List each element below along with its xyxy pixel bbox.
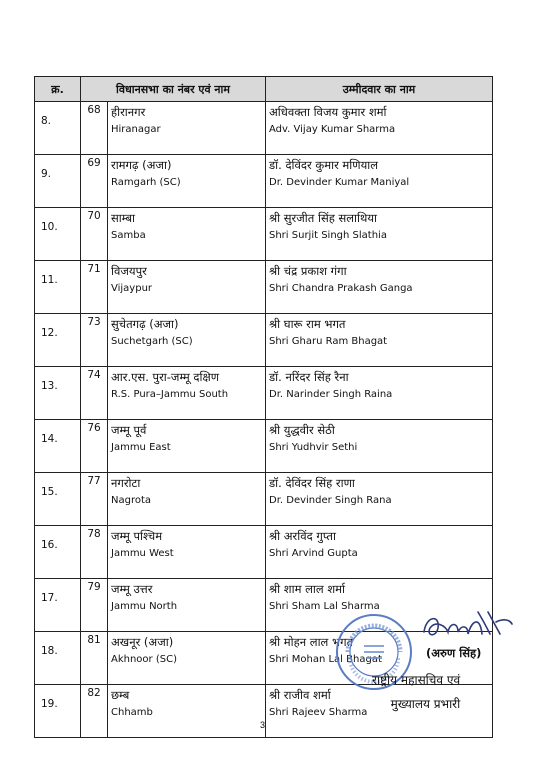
constituency-name-hindi: सुचेतगढ़ (अजा) xyxy=(111,317,179,331)
constituency-cell xyxy=(108,685,266,738)
candidate-name-hindi: श्री अरविंद गुप्ता xyxy=(269,529,336,543)
serial-number: 9. xyxy=(35,155,81,208)
candidate-name-english: Shri Sham Lal Sharma xyxy=(269,601,380,612)
constituency-name-english: Jammu East xyxy=(111,442,171,453)
constituency-number: 74 xyxy=(81,367,108,420)
constituency-cell xyxy=(108,155,266,208)
header-constituency: विधानसभा का नंबर एवं नाम xyxy=(81,77,266,102)
table-row xyxy=(35,420,493,473)
constituency-name-english: Jammu West xyxy=(111,548,174,559)
candidate-name-hindi: श्री राजीव शर्मा xyxy=(269,688,331,702)
candidate-name-hindi: श्री मोहन लाल भगत xyxy=(269,635,354,649)
candidate-cell xyxy=(266,314,493,367)
constituency-name-english: Jammu North xyxy=(111,601,178,612)
candidate-name-hindi: डॉ. देविंदर सिंह राणा xyxy=(269,476,355,490)
constituency-number: 78 xyxy=(81,526,108,579)
serial-number: 10. xyxy=(35,208,81,261)
constituency-name-hindi: विजयपुर xyxy=(111,264,147,278)
candidate-name-english: Dr. Devinder Kumar Maniyal xyxy=(269,177,410,188)
constituency-name-english: Suchetgarh (SC) xyxy=(111,336,193,347)
constituency-cell xyxy=(108,102,266,155)
candidate-name-english: Shri Surjit Singh Slathia xyxy=(269,230,387,241)
candidate-name-english: Shri Yudhvir Sethi xyxy=(269,442,358,453)
table-row xyxy=(35,155,493,208)
serial-number: 11. xyxy=(35,261,81,314)
serial-number: 19. xyxy=(35,685,81,738)
header-serial: क्र. xyxy=(35,77,81,102)
serial-number: 18. xyxy=(35,632,81,685)
constituency-name-english: Akhnoor (SC) xyxy=(111,654,177,665)
serial-number: 8. xyxy=(35,102,81,155)
constituency-number: 68 xyxy=(81,102,108,155)
table-row xyxy=(35,102,493,155)
constituency-name-english: Vijaypur xyxy=(111,283,153,294)
constituency-cell xyxy=(108,526,266,579)
constituency-name-english: Samba xyxy=(111,230,146,241)
candidate-name-english: Dr. Narinder Singh Raina xyxy=(269,389,393,400)
constituency-number: 81 xyxy=(81,632,108,685)
serial-number: 16. xyxy=(35,526,81,579)
table-header-row xyxy=(35,77,493,102)
candidate-cell xyxy=(266,420,493,473)
table-row xyxy=(35,367,493,420)
constituency-name-english: Hiranagar xyxy=(111,124,161,135)
candidate-name-hindi: डॉ. नरिंदर सिंह रैना xyxy=(269,370,349,384)
constituency-name-english: R.S. Pura–Jammu South xyxy=(111,389,229,400)
candidate-name-hindi: डॉ. देविंदर कुमार मणियाल xyxy=(269,158,379,172)
table-row xyxy=(35,314,493,367)
candidate-name-hindi: श्री चंद्र प्रकाश गंगा xyxy=(269,264,347,278)
constituency-cell xyxy=(108,314,266,367)
designation-line-2: मुख्यालय प्रभारी xyxy=(390,697,461,711)
candidate-cell xyxy=(266,155,493,208)
candidate-name-hindi: श्री घारू राम भगत xyxy=(269,317,346,331)
constituency-name-hindi: छम्ब xyxy=(111,688,130,702)
serial-number: 13. xyxy=(35,367,81,420)
candidate-cell xyxy=(266,473,493,526)
candidate-name-hindi: अधिवक्ता विजय कुमार शर्मा xyxy=(269,105,387,119)
candidate-cell xyxy=(266,102,493,155)
candidate-name-english: Shri Mohan Lal Bhagat xyxy=(269,654,382,665)
signer-designation xyxy=(372,668,460,716)
constituency-name-english: Nagrota xyxy=(111,495,152,506)
page-number: 3 xyxy=(260,720,266,730)
constituency-number: 82 xyxy=(81,685,108,738)
constituency-number: 77 xyxy=(81,473,108,526)
constituency-number: 71 xyxy=(81,261,108,314)
constituency-number: 79 xyxy=(81,579,108,632)
constituency-name-hindi: हीरानगर xyxy=(111,105,146,119)
candidate-name-english: Adv. Vijay Kumar Sharma xyxy=(269,124,396,135)
constituency-name-hindi: अखनूर (अजा) xyxy=(111,635,174,649)
table-row xyxy=(35,208,493,261)
table-row xyxy=(35,473,493,526)
constituency-cell xyxy=(108,367,266,420)
constituency-cell xyxy=(108,579,266,632)
candidate-cell xyxy=(266,208,493,261)
constituency-name-english: Ramgarh (SC) xyxy=(111,177,181,188)
constituency-cell xyxy=(108,261,266,314)
candidate-name-hindi: श्री सुरजीत सिंह सलाथिया xyxy=(269,211,378,225)
constituency-name-hindi: नगरोटा xyxy=(111,476,141,490)
candidate-name-english: Shri Rajeev Sharma xyxy=(269,707,368,718)
serial-number: 15. xyxy=(35,473,81,526)
designation-line-1: राष्ट्रीय महासचिव एवं xyxy=(372,673,461,687)
table-row xyxy=(35,261,493,314)
header-candidate: उम्मीदवार का नाम xyxy=(266,77,493,102)
constituency-number: 69 xyxy=(81,155,108,208)
constituency-cell xyxy=(108,632,266,685)
constituency-name-hindi: साम्बा xyxy=(111,211,136,225)
constituency-name-hindi: आर.एस. पुरा-जम्मू दक्षिण xyxy=(111,370,220,384)
handwritten-signature xyxy=(418,604,518,650)
serial-number: 12. xyxy=(35,314,81,367)
candidate-name-english: Shri Gharu Ram Bhagat xyxy=(269,336,388,347)
constituency-name-hindi: रामगढ़ (अजा) xyxy=(111,158,172,172)
table-row xyxy=(35,526,493,579)
candidate-name-english: Dr. Devinder Singh Rana xyxy=(269,495,392,506)
serial-number: 17. xyxy=(35,579,81,632)
constituency-cell xyxy=(108,473,266,526)
serial-number: 14. xyxy=(35,420,81,473)
constituency-name-hindi: जम्मू उत्तर xyxy=(111,582,153,596)
constituency-name-hindi: जम्मू पूर्व xyxy=(111,423,147,437)
candidate-name-english: Shri Arvind Gupta xyxy=(269,548,358,559)
constituency-number: 76 xyxy=(81,420,108,473)
constituency-number: 70 xyxy=(81,208,108,261)
candidate-cell xyxy=(266,367,493,420)
constituency-cell xyxy=(108,208,266,261)
candidate-name-hindi: श्री युद्धवीर सेठी xyxy=(269,423,335,437)
candidate-name-hindi: श्री शाम लाल शर्मा xyxy=(269,582,346,596)
candidate-name-english: Shri Chandra Prakash Ganga xyxy=(269,283,413,294)
constituency-name-english: Chhamb xyxy=(111,707,153,718)
candidate-cell xyxy=(266,261,493,314)
constituency-cell xyxy=(108,420,266,473)
constituency-number: 73 xyxy=(81,314,108,367)
signer-name: (अरुण सिंह) xyxy=(426,646,482,660)
constituency-name-hindi: जम्मू पश्चिम xyxy=(111,529,163,543)
candidate-cell xyxy=(266,526,493,579)
